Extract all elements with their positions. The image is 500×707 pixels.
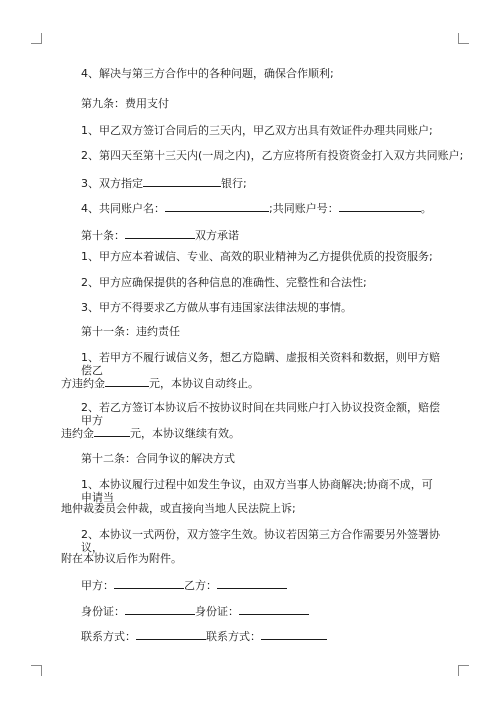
account-number-blank[interactable]	[339, 201, 421, 212]
contact-a-blank[interactable]	[136, 629, 206, 640]
clause-12-item-1: 1、本协议履行过程中如发生争议，由双方当事人协商解决;协商不成，可申请当	[81, 478, 433, 504]
crop-mark-top-left	[31, 33, 42, 44]
clause-11-item-2-cont	[61, 426, 421, 440]
party-b-label: 乙方：	[184, 579, 217, 592]
clause-10-heading	[81, 228, 441, 242]
account-name-label: 4、共同账户名：	[81, 202, 165, 215]
clause-8-item-4: 4、解决与第三方合作中的各种问题，确保合作顺利;	[81, 67, 334, 80]
clause-9-heading: 第九条：费用支付	[81, 97, 169, 110]
clause-12-item-2-cont: 附在本协议后作为附件。	[61, 552, 182, 565]
clause-10-item-1: 1、甲方应本着诚信、专业、高效的职业精神为乙方提供优质的投资服务;	[81, 250, 433, 263]
clause-9-item-1: 1、甲乙双方签订合同后的三天内，甲乙双方出具有效证件办理共同账户;	[81, 124, 433, 137]
clause-11-item-2: 2、若乙方签订本协议后不按协议时间在共同账户打入协议投资金额，赔偿甲方	[81, 401, 440, 427]
account-number-label: ;共同账户号：	[269, 202, 339, 215]
penalty-suffix-a: 元，本协议自动终止。	[149, 377, 259, 390]
party-b-blank[interactable]	[217, 578, 287, 589]
clause-10-item-2: 2、甲方应确保提供的各种信息的准确性、完整性和合法性;	[81, 276, 367, 289]
clause-12-heading: 第十二条：合同争议的解决方式	[81, 452, 235, 465]
signature-row-parties	[81, 578, 441, 592]
penalty-suffix-b: 元，本协议继续有效。	[130, 427, 240, 440]
id-b-blank[interactable]	[239, 604, 309, 615]
crop-mark-bottom-left	[31, 665, 42, 676]
clause-10-title: 双方承诺	[195, 229, 239, 242]
clause-9-item-2: 2、第四天至第十三天内(一周之内)，乙方应将所有投资资金打入双方共同账户;	[81, 149, 464, 162]
penalty-amount-a-blank[interactable]	[105, 376, 149, 387]
clause-10-blank[interactable]	[125, 228, 195, 239]
party-a-label: 甲方：	[81, 579, 114, 592]
clause-12-item-1-cont: 地仲裁委员会仲裁，或直接向当地人民法院上诉;	[61, 502, 296, 515]
penalty-label-b: 违约金	[61, 427, 94, 440]
clause-12-item-2: 2、本协议一式两份，双方签字生效。协议若因第三方合作需要另外签署协议，	[81, 528, 440, 554]
clause-9-item-3	[81, 176, 441, 190]
bank-suffix: 银行;	[221, 177, 247, 190]
id-a-blank[interactable]	[125, 604, 195, 615]
account-name-blank[interactable]	[165, 201, 269, 212]
crop-mark-bottom-right	[458, 665, 469, 676]
bank-name-blank[interactable]	[143, 176, 221, 187]
clause-11-item-1-cont	[61, 376, 421, 390]
party-a-blank[interactable]	[114, 578, 184, 589]
clause-10-item-3: 3、甲方不得要求乙方做从事有违国家法律法规的事情。	[81, 301, 352, 314]
crop-mark-top-right	[458, 33, 469, 44]
penalty-label-a: 方违约金	[61, 377, 105, 390]
signature-row-contact	[81, 629, 441, 643]
id-b-label: 身份证：	[195, 605, 239, 618]
period: 。	[420, 202, 432, 215]
contact-a-label: 联系方式：	[81, 630, 136, 643]
contact-b-label: 联系方式：	[206, 630, 261, 643]
clause-10-label: 第十条：	[81, 229, 125, 242]
contact-b-blank[interactable]	[261, 629, 327, 640]
clause-9-item-4	[81, 201, 441, 215]
signature-row-id	[81, 604, 441, 618]
designated-bank-label: 3、双方指定	[81, 177, 143, 190]
clause-11-item-1: 1、若甲方不履行诚信义务，想乙方隐瞒、虚报相关资料和数据，则甲方赔偿乙	[81, 351, 440, 377]
clause-11-heading: 第十一条：违约责任	[81, 325, 180, 338]
penalty-amount-b-blank[interactable]	[94, 426, 130, 437]
id-a-label: 身份证：	[81, 605, 125, 618]
